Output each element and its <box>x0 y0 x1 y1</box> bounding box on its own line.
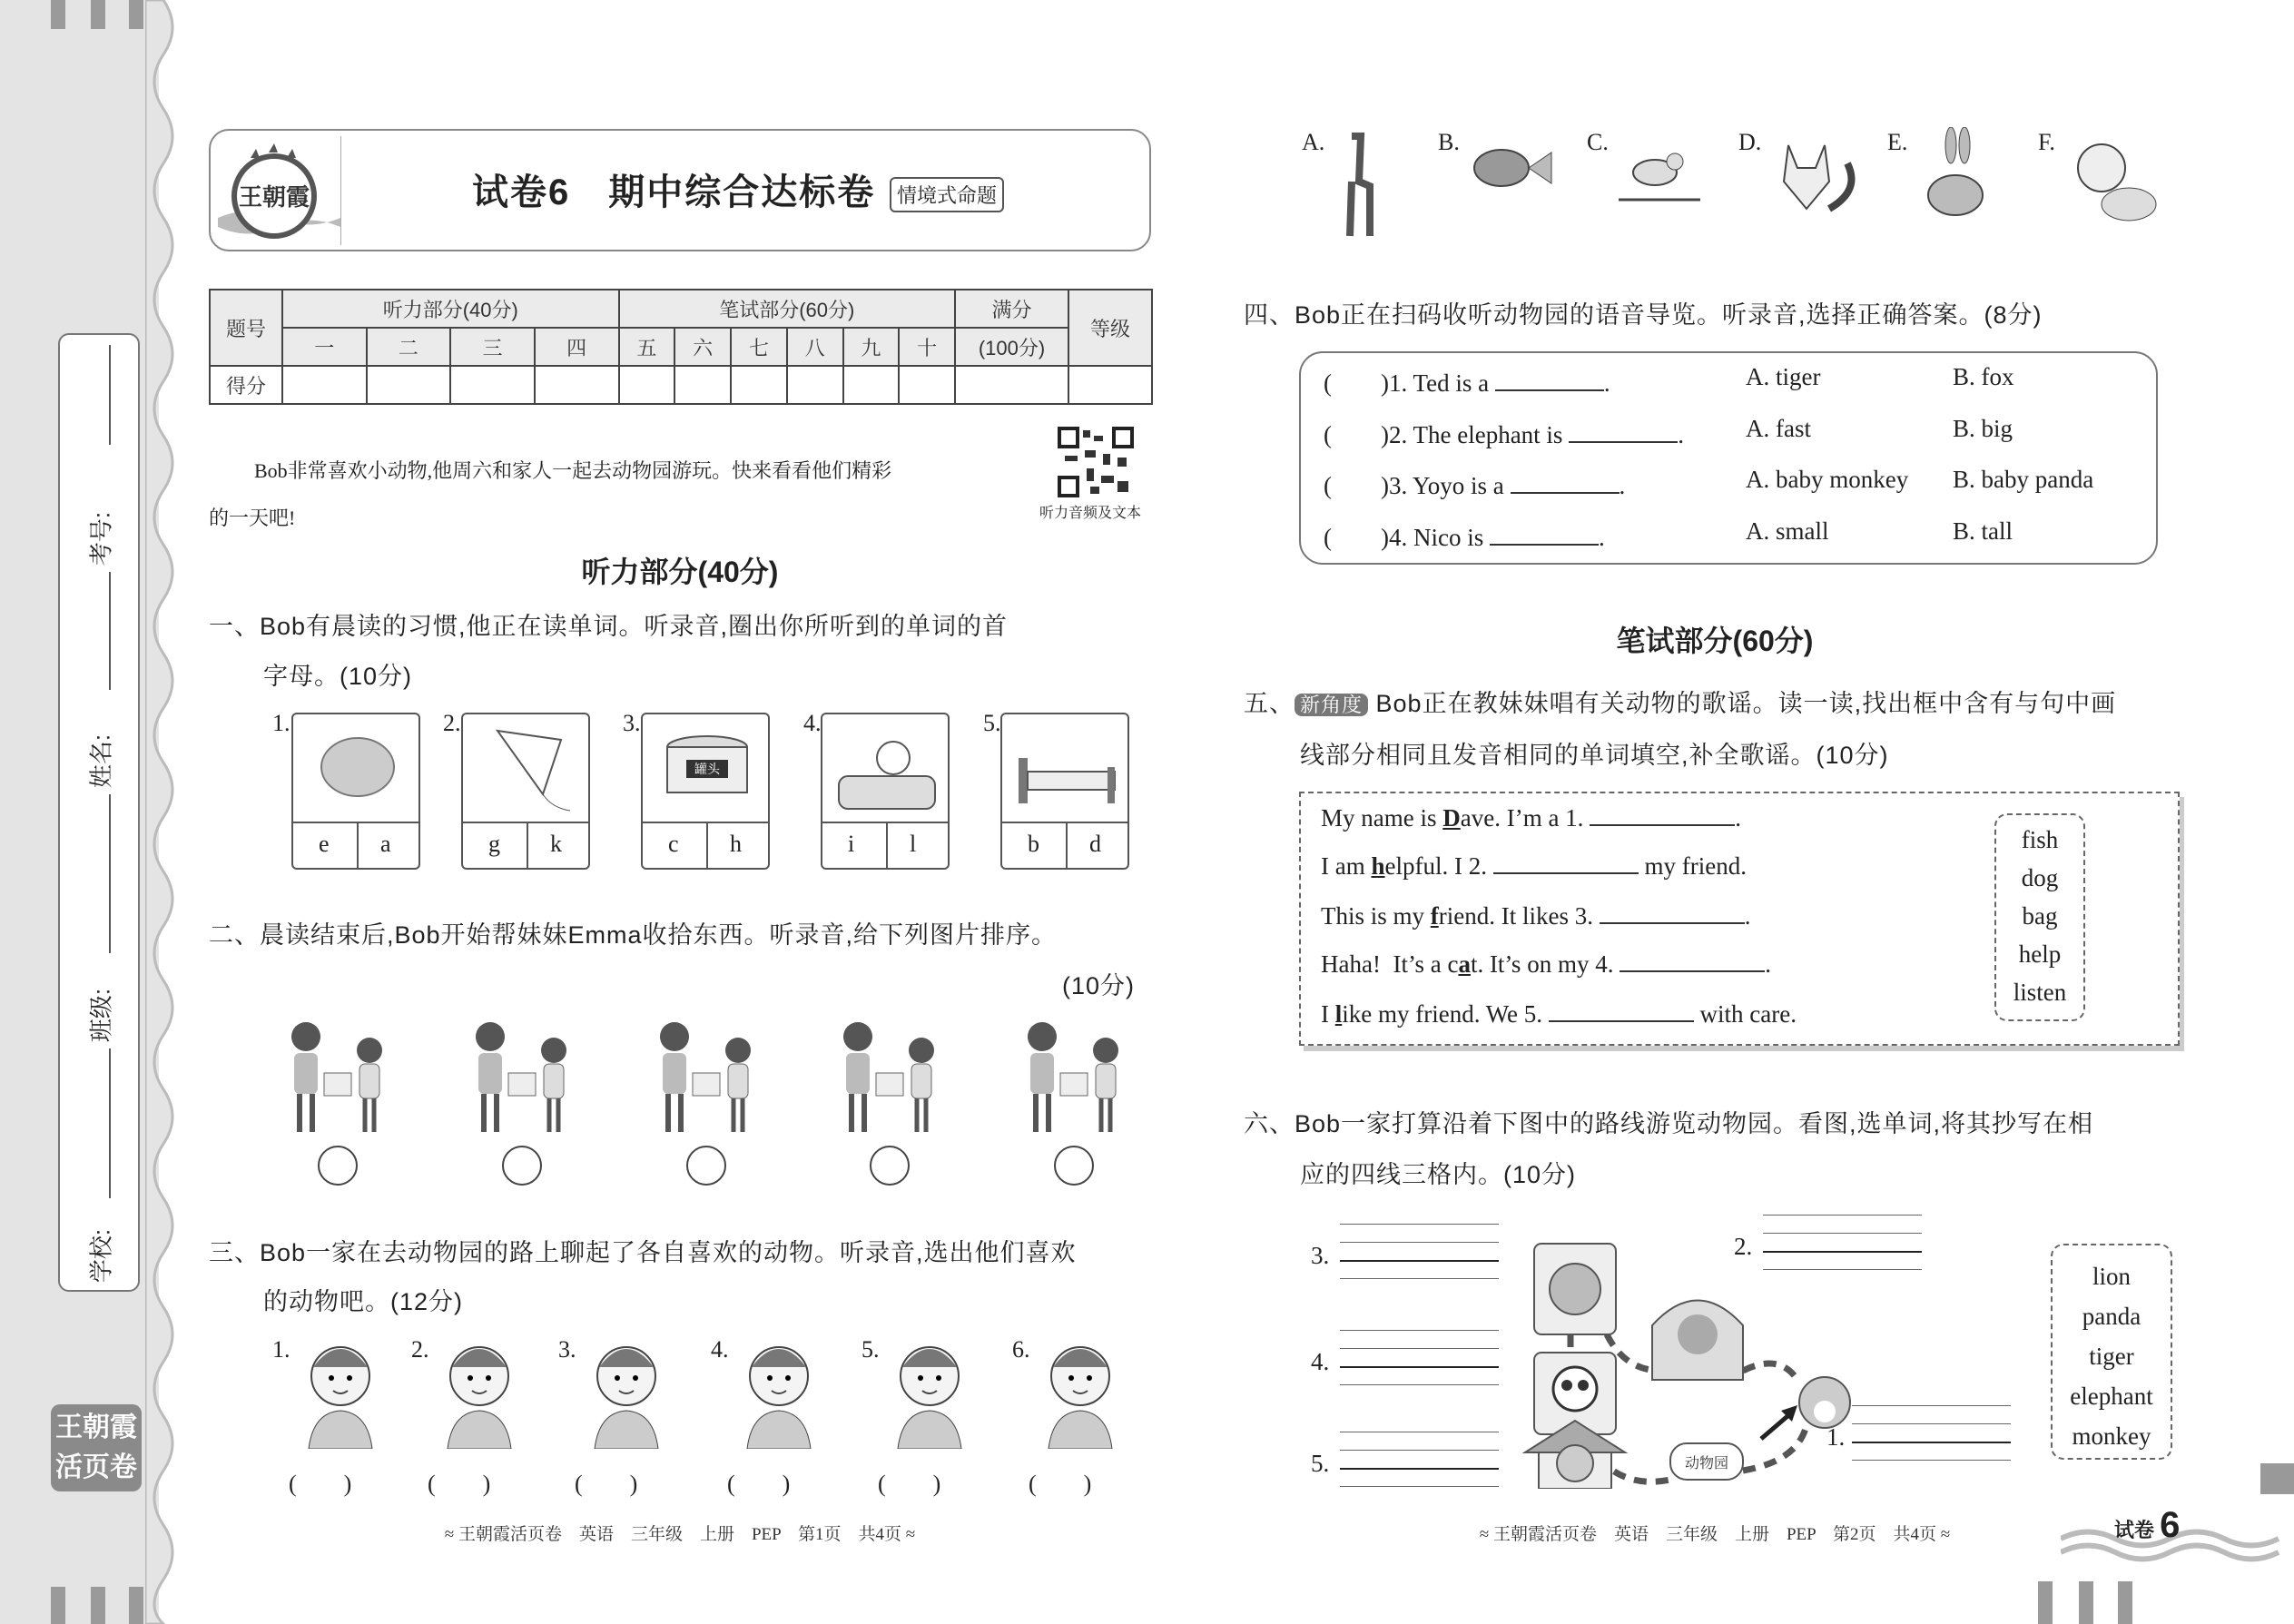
word-bank-item: lion <box>2092 1263 2131 1290</box>
person-face-icon <box>581 1331 672 1449</box>
picture-card-kite <box>461 713 590 870</box>
monkey-icon <box>1799 1377 1850 1428</box>
answer-blank[interactable]: ( ) <box>575 1471 638 1497</box>
picture-card-can <box>641 713 770 870</box>
qr-code-icon[interactable] <box>1058 427 1134 497</box>
letter-option[interactable]: g <box>488 831 500 857</box>
option-label: F. <box>2038 129 2055 155</box>
order-circle[interactable] <box>1054 1146 1094 1186</box>
listening-heading: 听力部分(40分) <box>581 556 779 588</box>
answer-blank[interactable]: ( ) <box>428 1471 491 1497</box>
scene-picture <box>1010 1009 1137 1141</box>
school-label: 学校: <box>87 1228 115 1284</box>
order-circle[interactable] <box>502 1146 542 1186</box>
children-scene-icon <box>458 1009 586 1141</box>
title-tag: 情境式命题 <box>890 177 1004 212</box>
letter-option[interactable]: e <box>319 831 330 857</box>
binding-bar <box>51 1587 65 1624</box>
answer-blank[interactable] <box>1600 904 1745 924</box>
giraffe-icon <box>1324 127 1429 241</box>
question-4-row: ( )3. Yoyo is a . <box>1324 472 1626 499</box>
question-1-text: 一、Bob有晨读的习惯,他正在读单词。听录音,圈出你所听到的单词的首 <box>209 613 1009 640</box>
children-scene-icon <box>274 1009 401 1141</box>
row-header: 题号 <box>210 290 282 366</box>
person-face-icon <box>295 1331 386 1449</box>
answer-blank[interactable]: ( ) <box>878 1471 941 1497</box>
answer-blank[interactable]: ( ) <box>289 1471 352 1497</box>
page-title: 试卷6 期中综合达标卷 <box>472 172 876 212</box>
binding-bar <box>91 0 105 29</box>
children-scene-icon <box>643 1009 770 1141</box>
picture-card-bed <box>1000 713 1129 870</box>
answer-blank[interactable] <box>1495 371 1604 391</box>
student-info-box <box>58 333 140 1292</box>
binding-bar <box>91 1587 105 1624</box>
family-member-picture <box>1035 1331 1126 1449</box>
option-label: D. <box>1738 129 1762 155</box>
exam-number-label: 考号: <box>87 511 115 566</box>
order-circle[interactable] <box>686 1146 726 1186</box>
binding-bar <box>2038 1581 2053 1624</box>
listening-header: 听力部分(40分) <box>282 290 619 328</box>
person-face-icon <box>434 1331 525 1449</box>
binding-bar <box>51 0 65 29</box>
letter-option[interactable]: i <box>848 831 855 857</box>
word-bank-item: listen <box>2013 979 2067 1006</box>
footer-right: ≈ 王朝霞活页卷 英语 三年级 上册 PEP 第2页 共4页 ≈ <box>1479 1525 1951 1544</box>
writing-header: 笔试部分(60分) <box>619 290 956 328</box>
question-4-row: ( )2. The elephant is . <box>1324 421 1684 448</box>
question-2-points: (10分) <box>1062 972 1136 999</box>
map-number: 1. <box>1826 1423 1846 1451</box>
question-1-text: 字母。(10分) <box>263 663 413 690</box>
scene-picture <box>274 1009 401 1141</box>
qr-caption: 听力音频及文本 <box>1039 506 1142 521</box>
goldfish-icon <box>1461 127 1565 241</box>
item-number: 4. <box>711 1336 729 1363</box>
answer-blank[interactable] <box>1493 854 1639 874</box>
item-number: 4. <box>803 710 822 736</box>
chant-line: I like my friend. We 5. with care. <box>1321 1000 1797 1028</box>
question-4-row: ( )4. Nico is . <box>1324 524 1605 551</box>
option-a[interactable]: A. baby monkey <box>1746 466 1909 493</box>
person-face-icon <box>1035 1331 1126 1449</box>
answer-blank[interactable] <box>1569 423 1678 443</box>
four-line-grid[interactable] <box>1852 1405 2011 1469</box>
binding-bar <box>129 0 143 29</box>
question-5-text: 五、 新角度 Bob正在教妹妹唱有关动物的歌谣。读一读,找出框中含有与句中画 <box>1244 690 2117 717</box>
seal-logo-icon <box>218 136 340 245</box>
bird-icon <box>1610 127 1714 241</box>
word-bank-item: monkey <box>2072 1422 2151 1450</box>
answer-blank[interactable] <box>1511 474 1620 494</box>
item-number: 1. <box>272 710 290 736</box>
option-b[interactable]: B. baby panda <box>1953 466 2094 493</box>
bed-icon <box>1009 722 1124 812</box>
letter-option[interactable]: a <box>380 831 391 857</box>
four-line-grid[interactable] <box>1340 1330 1499 1393</box>
answer-blank[interactable] <box>1620 952 1765 972</box>
option-label: C. <box>1587 129 1609 155</box>
letter-option[interactable]: b <box>1028 831 1039 857</box>
children-scene-icon <box>826 1009 953 1141</box>
word-bank-item: fish <box>2021 826 2059 853</box>
four-line-grid[interactable] <box>1340 1432 1499 1495</box>
name-field[interactable] <box>109 794 111 953</box>
chant-line: Haha! It’s a cat. It’s on my 4. . <box>1321 950 1771 978</box>
new-angle-badge: 新角度 <box>1295 694 1368 716</box>
answer-blank[interactable] <box>1590 806 1735 826</box>
question-3-text: 三、Bob一家在去动物园的路上聊起了各自喜欢的动物。听录音,选出他们喜欢 <box>209 1239 1077 1266</box>
letter-option[interactable]: l <box>910 831 917 857</box>
dog-picture <box>2061 127 2165 241</box>
score-label: 得分 <box>210 366 282 404</box>
word-bank-item: panda <box>2082 1303 2141 1330</box>
item-number: 6. <box>1012 1336 1030 1363</box>
question-4-text: 四、Bob正在扫码收听动物园的语音导览。听录音,选择正确答案。(8分) <box>1244 301 2043 329</box>
word-bank-item: tiger <box>2089 1343 2134 1370</box>
chant-line: I am helpful. I 2. my friend. <box>1321 852 1747 880</box>
chant-line: This is my friend. It likes 3. . <box>1321 902 1751 930</box>
item-number: 5. <box>861 1336 880 1363</box>
scene-picture <box>643 1009 770 1141</box>
answer-blank[interactable] <box>1549 1002 1694 1022</box>
total-header: 满分 <box>955 290 1068 328</box>
svg-text:罐头: 罐头 <box>694 762 720 776</box>
brand-logo: 王朝霞 活页卷 <box>51 1404 142 1491</box>
family-member-picture <box>884 1331 975 1449</box>
svg-text:王朝霞: 王朝霞 <box>238 183 310 211</box>
name-label: 姓名: <box>87 733 115 789</box>
rabbit-picture <box>1910 127 2014 241</box>
egg-icon <box>300 722 415 812</box>
family-member-picture <box>434 1331 525 1449</box>
word-bank-1 <box>1994 813 2085 1021</box>
option-b[interactable]: B. fox <box>1953 363 2014 390</box>
fox-icon <box>1761 127 1866 241</box>
four-line-grid[interactable] <box>1340 1224 1499 1287</box>
item-number: 3. <box>623 710 641 736</box>
question-6-text: 六、Bob一家打算沿着下图中的路线游览动物园。看图,选单词,将其抄写在相 <box>1244 1110 2094 1137</box>
scene-picture <box>458 1009 586 1141</box>
map-number: 4. <box>1311 1348 1330 1375</box>
option-a[interactable]: A. tiger <box>1746 363 1821 390</box>
answer-blank[interactable]: ( ) <box>1029 1471 1092 1497</box>
picture-card-egg <box>291 713 420 870</box>
zoo-gate-icon <box>1670 1443 1743 1480</box>
writing-heading: 笔试部分(60分) <box>1616 625 1814 657</box>
rabbit-icon <box>1910 127 2014 241</box>
binding-bar <box>2118 1581 2132 1624</box>
word-bank-item: help <box>2018 940 2062 968</box>
page-tab <box>2260 1463 2294 1494</box>
question-6-text: 应的四线三格内。(10分) <box>1300 1161 1577 1188</box>
question-2-text: 二、晨读结束后,Bob开始帮妹妹Emma收拾东西。听录音,给下列图片排序。 <box>209 921 1058 949</box>
footer-left: ≈ 王朝霞活页卷 英语 三年级 上册 PEP 第1页 共4页 ≈ <box>444 1525 916 1544</box>
total-value: (100分) <box>955 328 1068 366</box>
item-number: 5. <box>983 710 1001 736</box>
option-a[interactable]: A. fast <box>1746 415 1811 442</box>
word-bank-item: dog <box>2021 864 2059 891</box>
class-field[interactable] <box>109 1048 111 1198</box>
question-3-text: 的动物吧。(12分) <box>263 1288 464 1315</box>
item-number: 2. <box>443 710 461 736</box>
letter-option[interactable]: c <box>668 831 679 857</box>
ill-icon <box>830 722 944 812</box>
option-b[interactable]: B. big <box>1953 415 2013 442</box>
option-label: A. <box>1302 129 1325 155</box>
word-bank-2 <box>2051 1244 2172 1460</box>
letter-option[interactable]: h <box>730 831 742 857</box>
family-member-picture <box>733 1331 824 1449</box>
item-number: 1. <box>272 1336 290 1363</box>
blank-line <box>109 345 111 445</box>
class-label: 班级: <box>87 988 115 1043</box>
person-face-icon <box>733 1331 824 1449</box>
fox-picture <box>1761 127 1866 241</box>
question-5-text: 线部分相同且发音相同的单词填空,补全歌谣。(10分) <box>1300 742 1889 769</box>
binding-bar <box>2079 1581 2093 1624</box>
picture-card-ill <box>821 713 950 870</box>
person-face-icon <box>884 1331 975 1449</box>
map-number: 5. <box>1311 1450 1330 1477</box>
word-bank-item: bag <box>2022 902 2058 930</box>
option-label: E. <box>1887 129 1908 155</box>
letter-option[interactable]: d <box>1089 831 1101 857</box>
giraffe-picture <box>1324 127 1429 241</box>
children-scene-icon <box>1010 1009 1137 1141</box>
answer-blank[interactable] <box>1490 526 1599 546</box>
question-4-row: ( )1. Ted is a . <box>1324 369 1610 397</box>
option-b[interactable]: B. tall <box>1953 517 2013 545</box>
paper-number-label: 试卷 6 <box>2114 1505 2181 1545</box>
option-a[interactable]: A. small <box>1746 517 1829 545</box>
lion-cage-icon <box>1534 1244 1616 1334</box>
can-icon <box>650 722 764 812</box>
binding-bar <box>129 1587 143 1624</box>
svg-text:动物园: 动物园 <box>1684 1456 1729 1471</box>
divider <box>340 136 341 245</box>
chant-line: My name is Dave. I’m a 1. . <box>1321 804 1741 832</box>
dog-icon <box>2061 127 2165 241</box>
scene-picture <box>826 1009 953 1141</box>
intro-text: Bob非常喜欢小动物,他周六和家人一起去动物园游玩。快来看看他们精彩 <box>254 459 892 482</box>
order-circle[interactable] <box>318 1146 358 1186</box>
order-circle[interactable] <box>870 1146 910 1186</box>
score-table: 题号 听力部分(40分) 笔试部分(60分) 满分 等级 一 二 三 四 五 六 七 八 九 十 (100分) 得分 <box>209 289 1153 405</box>
item-number: 3. <box>558 1336 576 1363</box>
bird-picture <box>1610 127 1714 241</box>
elephant-house-icon <box>1652 1301 1743 1381</box>
kite-icon <box>470 722 585 812</box>
letter-option[interactable]: k <box>550 831 562 857</box>
exam-number-field[interactable] <box>109 572 111 690</box>
map-number: 3. <box>1311 1242 1330 1269</box>
goldfish-picture <box>1461 127 1565 241</box>
item-number: 2. <box>411 1336 429 1363</box>
map-number: 2. <box>1734 1233 1753 1260</box>
intro-text: 的一天吧! <box>209 507 296 529</box>
family-member-picture <box>295 1331 386 1449</box>
answer-blank[interactable]: ( ) <box>727 1471 791 1497</box>
word-bank-item: elephant <box>2070 1383 2153 1410</box>
four-line-grid[interactable] <box>1763 1215 1922 1278</box>
wavy-edge <box>145 0 186 1624</box>
family-member-picture <box>581 1331 672 1449</box>
option-label: B. <box>1438 129 1460 155</box>
grade-header: 等级 <box>1068 290 1152 366</box>
